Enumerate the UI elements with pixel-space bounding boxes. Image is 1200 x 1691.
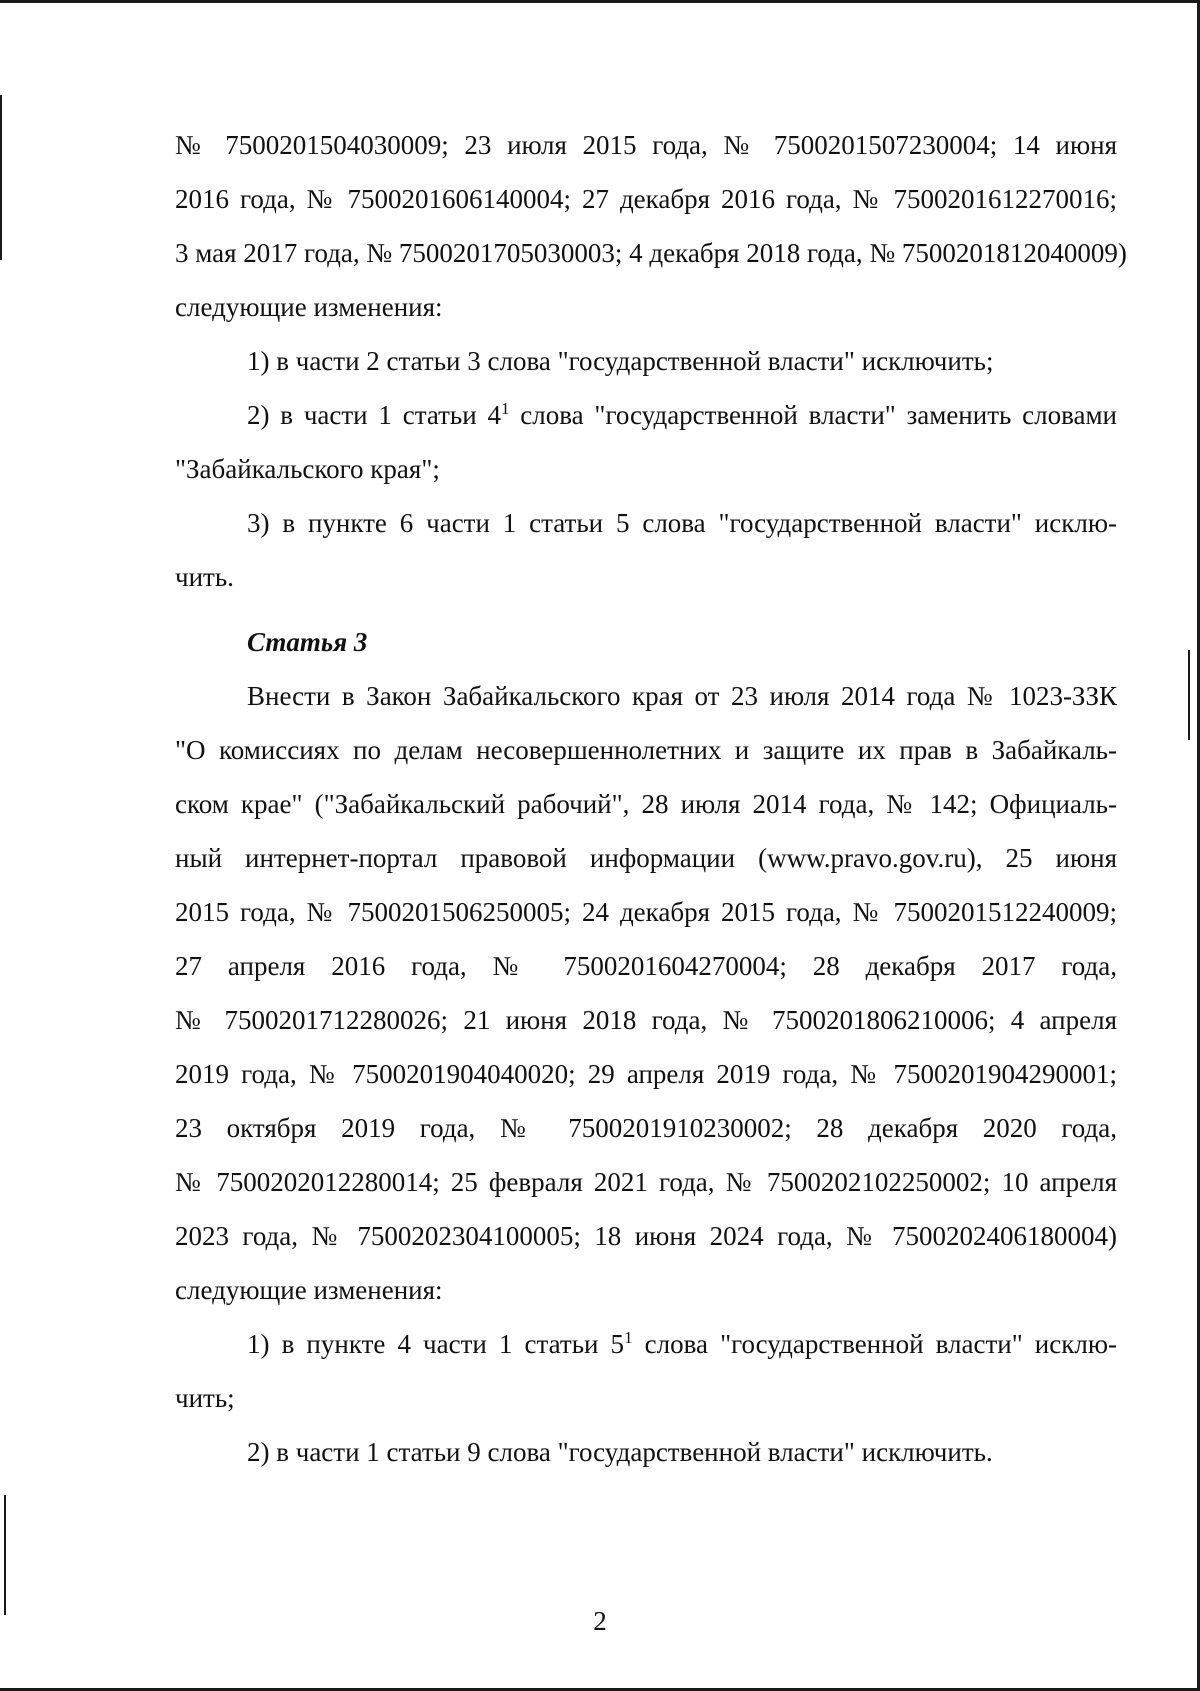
text-line: 2016 года, № 7500201606140004; 27 декабря 2016 года, № 7500201612270016; xyxy=(175,184,1117,214)
text-line: следующие изменения: xyxy=(175,292,443,322)
text-line: ный интернет-портал правовой информации (www.pravo.gov.ru), 25 июня xyxy=(175,843,1117,873)
scan-margin-mark xyxy=(1188,650,1190,740)
scan-border-top xyxy=(0,0,1200,3)
article-heading: Статья 3 xyxy=(247,627,368,657)
text-line: 2019 года, № 7500201904040020; 29 апреля 2019 года, № 7500201904290001; xyxy=(175,1059,1117,1089)
text-line: ском крае" ("Забайкальский рабочий", 28 июля 2014 года, № 142; Официаль- xyxy=(175,789,1117,819)
list-item-line: 2) в части 1 статьи 9 слова "государственной власти" исключить. xyxy=(247,1437,993,1467)
text-line: чить. xyxy=(175,562,234,592)
superscript: 1 xyxy=(501,399,510,418)
text-line: чить; xyxy=(175,1383,235,1413)
text-line: 2023 года, № 7500202304100005; 18 июня 2024 года, № 7500202406180004) xyxy=(175,1221,1117,1251)
text-line: Внести в Закон Забайкальского края от 23 июля 2014 года № 1023-ЗЗК xyxy=(247,681,1117,711)
text-line: № 7500201712280026; 21 июня 2018 года, № 7500201806210006; 4 апреля xyxy=(175,1005,1117,1035)
list-item-line: 3) в пункте 6 части 1 статьи 5 слова "государственной власти" исклю- xyxy=(247,508,1117,538)
list-item-line xyxy=(175,1317,1117,1371)
scan-margin-mark xyxy=(4,1495,6,1615)
text-line: 27 апреля 2016 года, № 7500201604270004; 28 декабря 2017 года, xyxy=(175,951,1117,981)
text-line: 2015 года, № 7500201506250005; 24 декабря 2015 года, № 7500201512240009; xyxy=(175,897,1117,927)
text-fragment: слова "государственной власти" заменить словами xyxy=(509,400,1117,430)
text-fragment: слова "государственной власти" исклю- xyxy=(632,1329,1117,1359)
text-line: следующие изменения: xyxy=(175,1275,443,1305)
list-item-line: 1) в части 2 статьи 3 слова "государственной власти" исключить; xyxy=(247,346,994,376)
scan-margin-mark xyxy=(0,95,2,260)
text-fragment: 1) в пункте 4 части 1 статьи 5 xyxy=(247,1329,625,1359)
text-line: "Забайкальского края"; xyxy=(175,454,440,484)
text-line: № 7500202012280014; 25 февраля 2021 года, № 7500202102250002; 10 апреля xyxy=(175,1167,1117,1197)
document-body xyxy=(175,118,1127,1479)
superscript: 1 xyxy=(624,1328,633,1347)
text-line: "О комиссиях по делам несовершеннолетних и защите их прав в Забайкаль- xyxy=(175,735,1117,765)
text-line: 23 октября 2019 года, № 7500201910230002; 28 декабря 2020 года, xyxy=(175,1113,1117,1143)
text-fragment: 2) в части 1 статьи 4 xyxy=(247,400,501,430)
text-line: 3 мая 2017 года, № 7500201705030003; 4 декабря 2018 года, № 7500201812040009) xyxy=(175,238,1127,268)
text-line: № 7500201504030009; 23 июля 2015 года, № 7500201507230004; 14 июня xyxy=(175,130,1117,160)
list-item-line xyxy=(175,388,1117,442)
page-number: 2 xyxy=(593,1606,607,1636)
